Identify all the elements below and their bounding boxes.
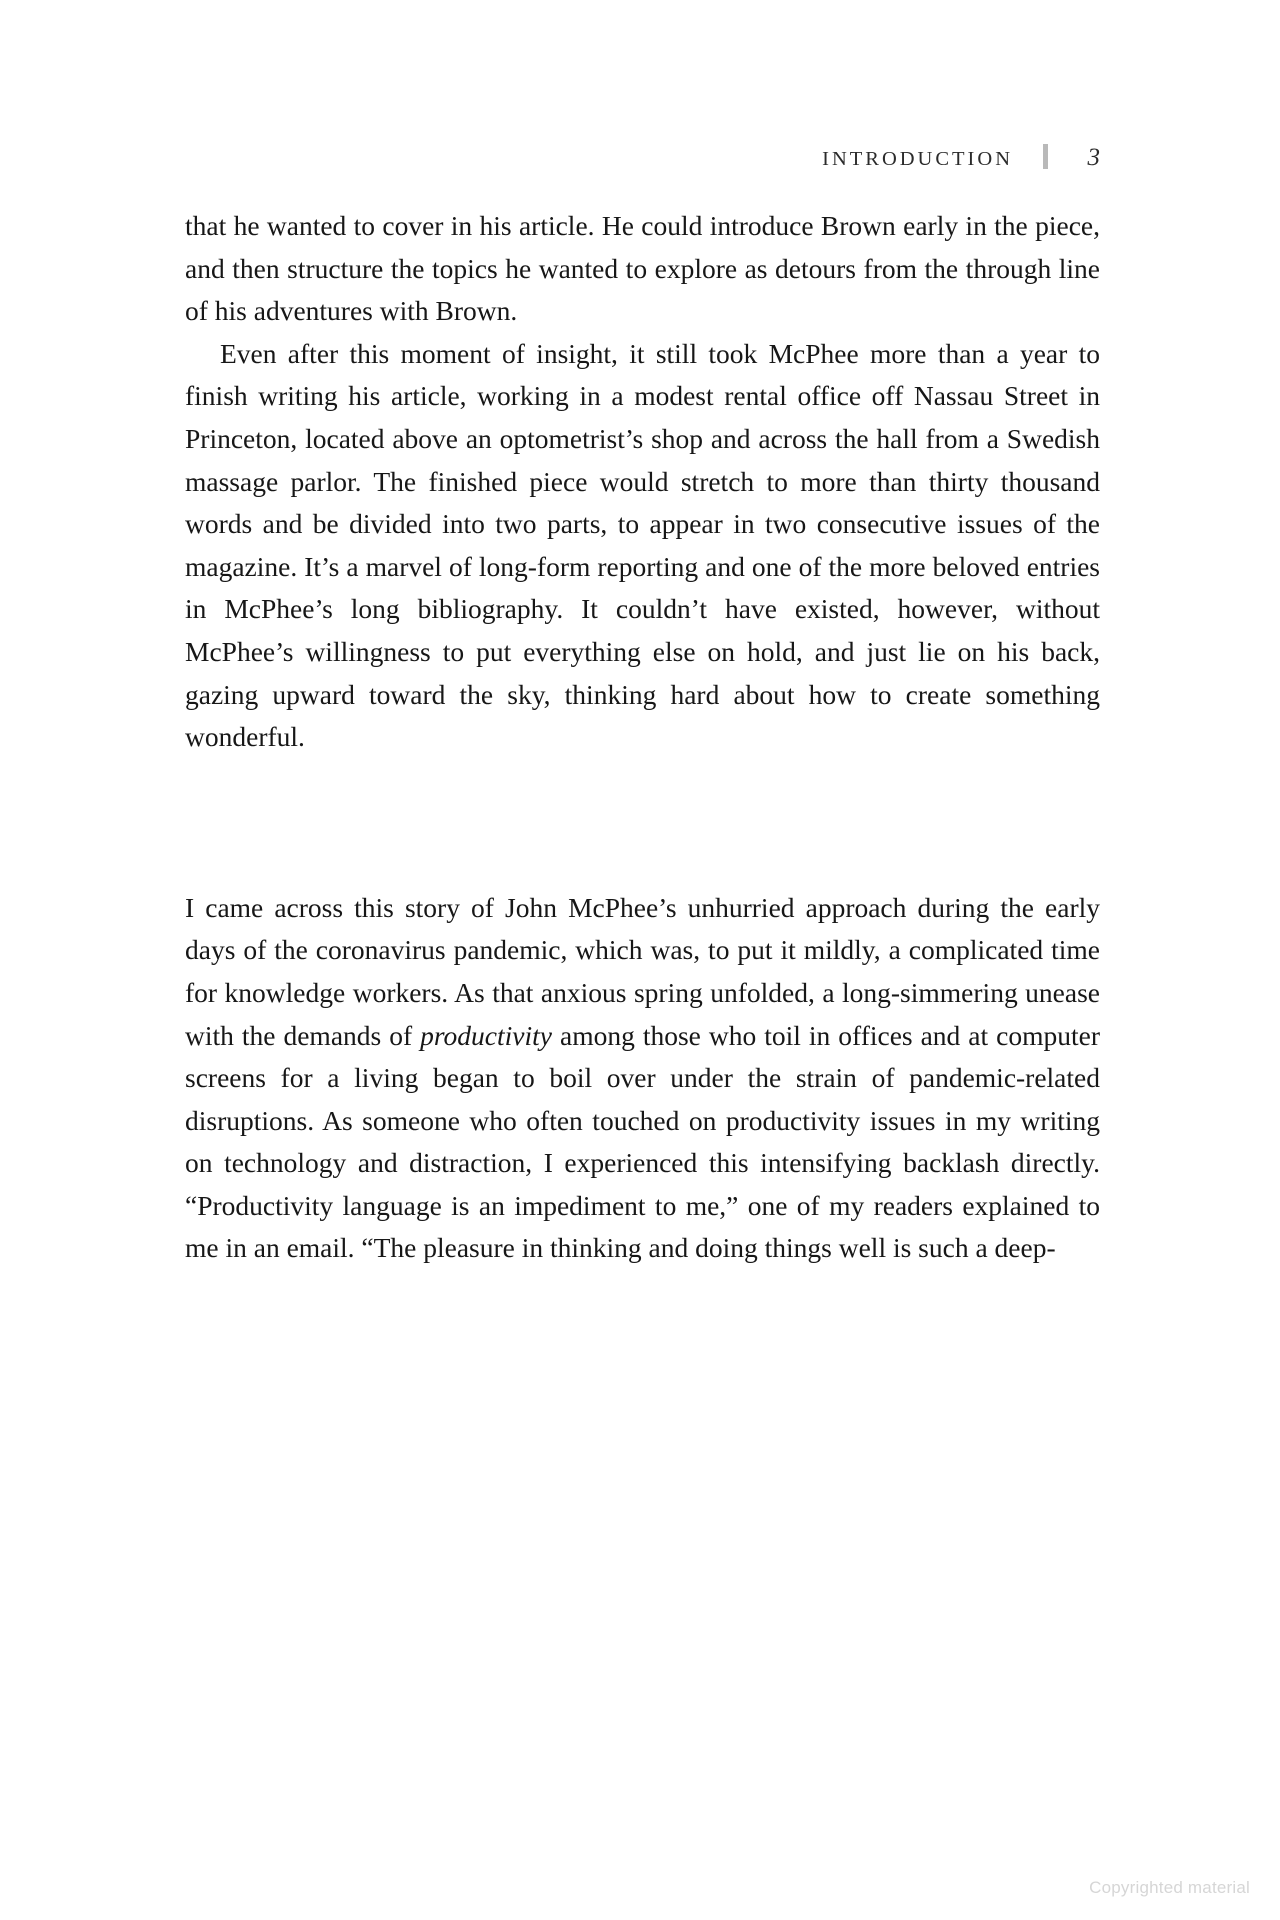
italic-emphasis-productivity: productivity — [420, 1019, 552, 1051]
paragraph-text-lead: I came across this story of John McPhee’s unhurried approach during the early days of the coronavirus pandemic, which was, to put it mildly, a complicated time for knowledge workers. As that anxious spring unfolded, a long-simmering unease with the demands of — [185, 891, 1100, 1051]
page-number: 3 — [1087, 144, 1100, 171]
paragraph-continuation: that he wanted to cover in his article. He could introduce Brown early in the piece, and then structure the topics he wanted to explore as detours from the through line of his adventures with Brown. — [185, 210, 1100, 327]
copyright-watermark: Copyrighted material — [1089, 1878, 1250, 1897]
section-break — [185, 759, 1100, 887]
running-header-chapter-name: INTRODUCTION — [822, 148, 1013, 170]
paragraph-text-tail: among those who toil in offices and at computer screens for a living began to boil over under the strain of pandemic-related disruptions. As someone who often touched on productivity issues in my writing on technology and distraction, I experienced this intensifying backlash directly. “Productivity language is an impediment to me,” one of my readers explained to me in an email. “The pleasure in thinking and doing things well is such a deep- — [185, 1019, 1100, 1264]
vertical-bar-icon — [1043, 144, 1048, 169]
body-text-block — [185, 205, 1100, 1270]
running-header — [185, 140, 1100, 174]
paragraph-coronavirus-pandemic — [185, 887, 1100, 1270]
paragraph-mcphee-article: Even after this moment of insight, it still took McPhee more than a year to finish writing his article, working in a modest rental office off Nassau Street in Princeton, located above an optometrist’s shop and across the hall from a Swedish massage parlor. The finished piece would stretch to more than thirty thousand words and be divided into two parts, to appear in two consecutive issues of the magazine. It’s a marvel of long-form reporting and one of the more beloved entries in McPhee’s long bibliography. It couldn’t have existed, however, without McPhee’s willingness to put everything else on hold, and just lie on his back, gazing upward toward the sky, thinking hard about how to create something wonderful. — [185, 337, 1100, 753]
